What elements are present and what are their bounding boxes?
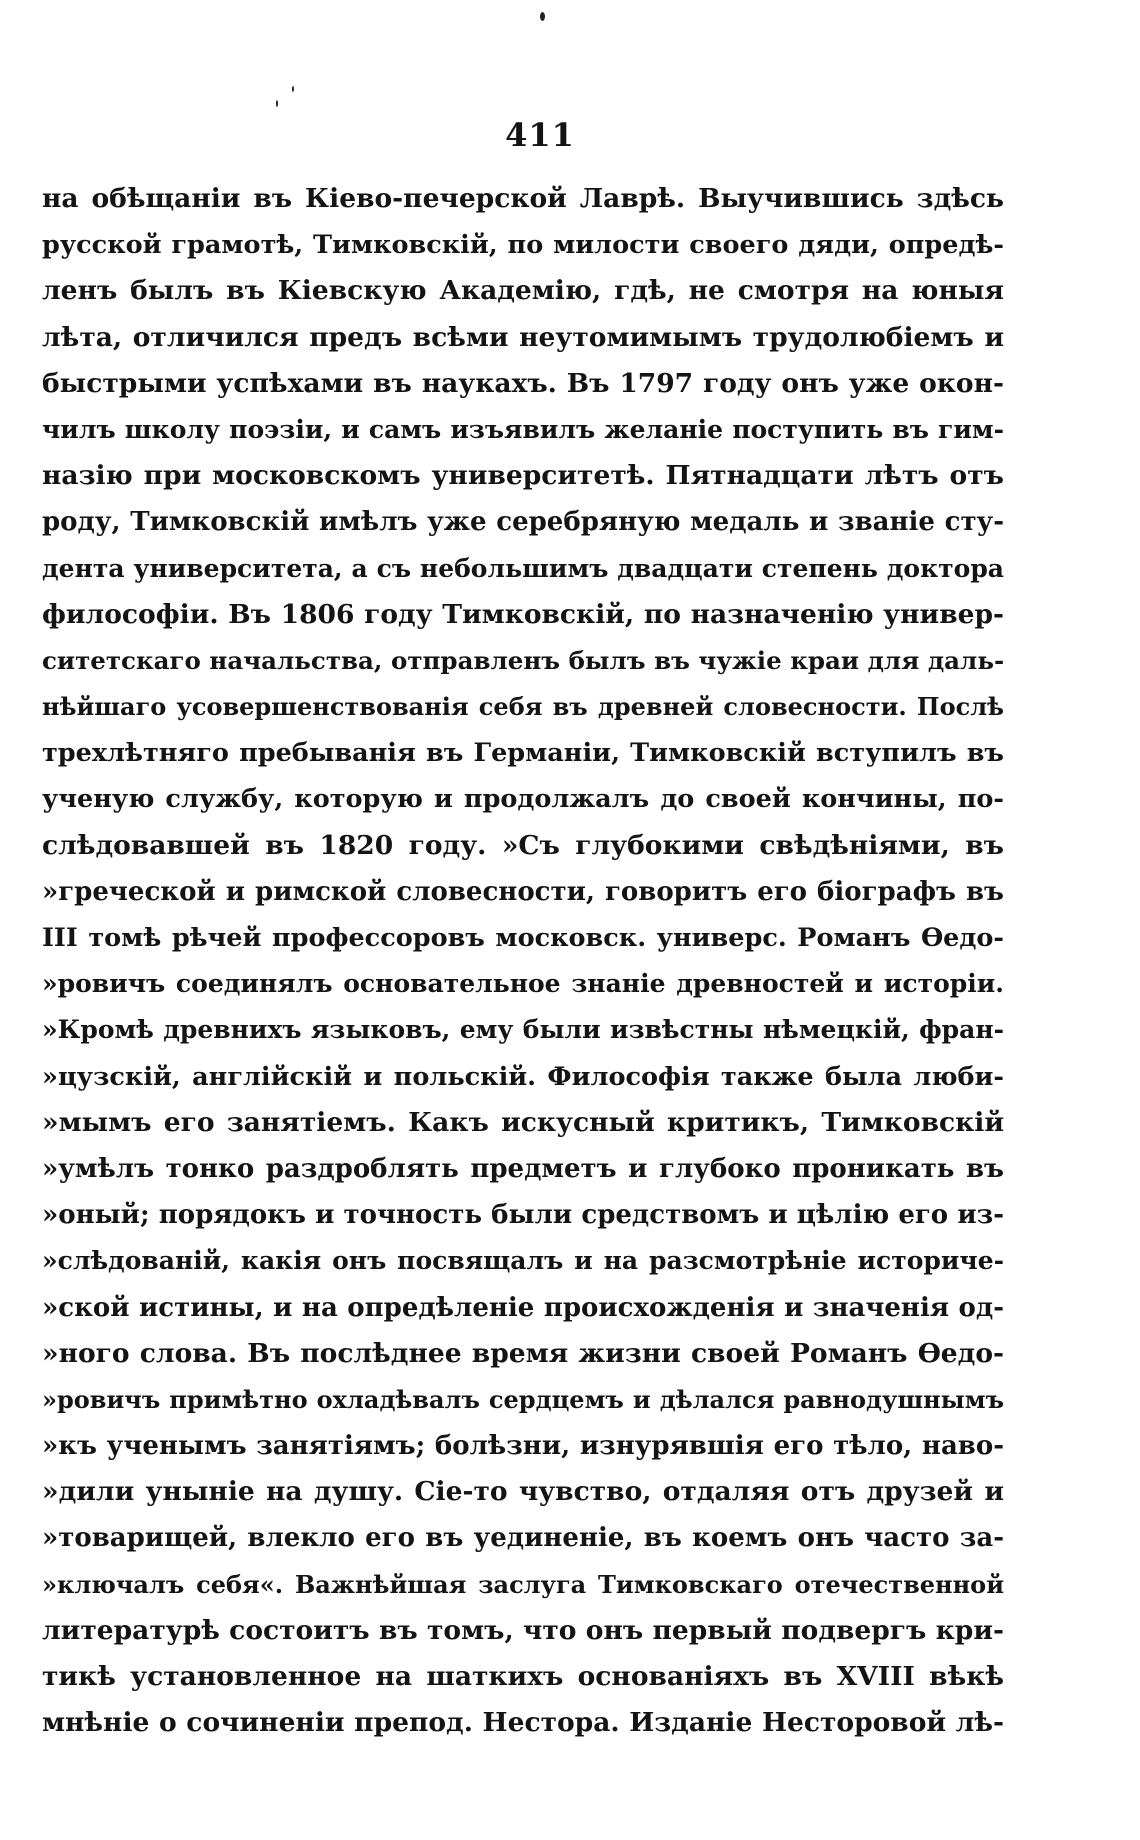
text-line: »оный; порядокъ и точность были средствомъ и цѣлію его из- [42,1200,1004,1231]
text-line: »къ ученымъ занятіямъ; болѣзни, изнурявшія его тѣло, наво- [42,1431,1004,1462]
text-line: русской грамотѣ, Тимковскій, по милости своего дяди, опредѣ- [42,230,1004,261]
text-line: »греческой и римской словесности, говоритъ его біографъ въ [42,876,1004,907]
text-line: III томѣ рѣчей профессоровъ московск. универс. Романъ Ѳедо- [42,923,1004,953]
text-line: »ровичъ соединялъ основательное знаніе древностей и исторіи. [42,969,1004,999]
text-line: »мымъ его занятіемъ. Какъ искусный критикъ, Тимковскій [42,1106,1004,1138]
text-line: »ровичъ примѣтно охладѣвалъ сердцемъ и дѣлался равнодушнымъ [42,1384,1004,1414]
text-line: назію при московскомъ университетѣ. Пятнадцати лѣтъ отъ [42,460,1004,492]
text-line: литературѣ состоитъ въ томъ, что онъ первый подвергъ кри- [42,1614,1004,1646]
body-text [42,176,1004,1746]
text-line: быстрыми успѣхами въ наукахъ. Въ 1797 году онъ уже окон- [42,367,1004,399]
text-line: »ного слова. Въ послѣднее время жизни своей Романъ Ѳедо- [42,1337,1004,1369]
text-line: чилъ школу поэзіи, и самъ изъявилъ желаніе поступить въ гим- [42,414,1004,444]
text-line: »ской истины, и на опредѣленіе происхожденія и значенія од- [42,1292,1004,1323]
text-line: нѣйшаго усовершенствованія себя въ древней словесности. Послѣ [42,692,1004,722]
ink-speck [276,100,278,107]
text-line: »ключалъ себя«. Важнѣйшая заслуга Тимковскаго отечественной [42,1569,1004,1599]
text-line: ученую службу, которую и продолжалъ до своей кончины, по- [42,784,1004,815]
text-line: дента университета, а съ небольшимъ двадцати степень доктора [42,553,1004,583]
text-line: тикѣ установленное на шаткихъ основаніяхъ въ XVIII вѣкѣ [42,1661,1004,1692]
text-line: роду, Тимковскій имѣлъ уже серебряную медаль и званіе сту- [42,507,1004,538]
page-number: 411 [505,116,575,154]
ink-speck [540,12,545,21]
text-line: ситетскаго начальства, отправленъ былъ въ чужіе краи для даль- [42,645,1004,675]
text-line: »цузскій, англійскій и польскій. Философія также была люби- [42,1061,1004,1092]
text-line: ленъ былъ въ Кіевскую Академію, гдѣ, не смотря на юныя [42,275,1004,307]
ink-speck [292,86,294,92]
text-line: слѣдовавшей въ 1820 году. »Съ глубокими свѣдѣніями, въ [42,829,1004,861]
text-line: »дили уныніе на душу. Сіе-то чувство, отдаляя отъ друзей и [42,1476,1004,1508]
text-line: на обѣщаніи въ Кіево-печерской Лаврѣ. Выучившись здѣсь [42,183,1004,214]
text-line: »умѣлъ тонко раздроблять предметъ и глубоко проникать въ [42,1153,1004,1184]
text-line: »слѣдованій, какія онъ посвящалъ и на разсмотрѣніе историче- [42,1246,1004,1276]
text-line: »Кромѣ древнихъ языковъ, ему были извѣстны нѣмецкій, фран- [42,1015,1004,1045]
text-line: мнѣніе о сочиненіи препод. Нестора. Изданіе Несторовой лѣ- [42,1707,1004,1739]
text-line: »товарищей, влекло его въ уединеніе, въ коемъ онъ часто за- [42,1523,1004,1554]
text-line: трехлѣтняго пребыванія въ Германіи, Тимковскій вступилъ въ [42,738,1004,769]
text-line: лѣта, отличился предъ всѣми неутомимымъ трудолюбіемъ и [42,321,1004,353]
text-line: философіи. Въ 1806 году Тимковскій, по назначенію универ- [42,598,1004,630]
